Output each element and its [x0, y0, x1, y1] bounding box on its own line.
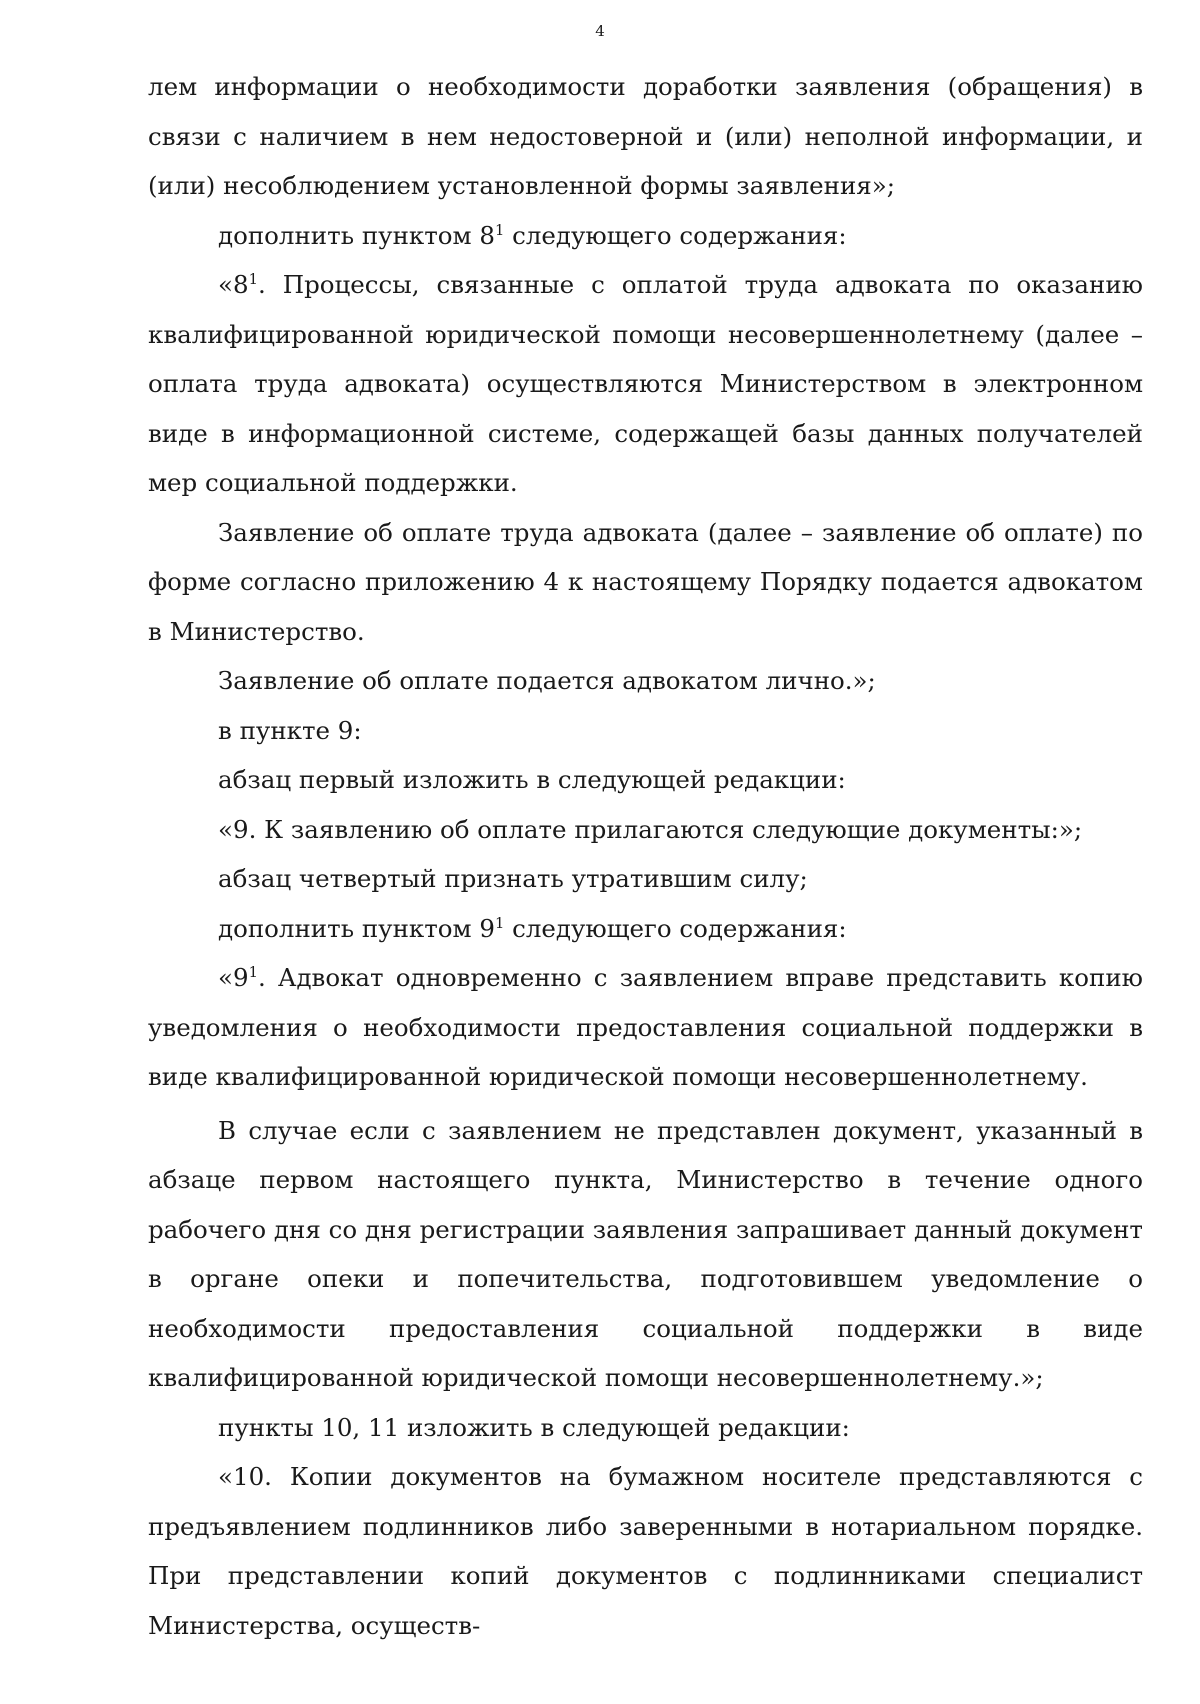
document-body [148, 62, 1143, 1650]
paragraph-continuation: лем информации о необходимости доработки заявления (обращения) в связи с наличием в нем недостоверной и (или) неполной информации, и (или) несоблюдением установленной формы заявления»; [148, 72, 1143, 200]
paragraph-items-10-11: пункты 10, 11 изложить в следующей редакции: [218, 1412, 850, 1442]
paragraph-add-item-8-1: дополнить пунктом $8^1$ следующего содержания: [218, 220, 847, 250]
paragraph-item-9-text: «9. К заявлению об оплате прилагаются следующие документы:»; [218, 814, 1083, 844]
paragraph-item-8-1-text: «$8^1$. Процессы, связанные с оплатой труда адвоката по оказанию квалифицированной юридической помощи несовершеннолетнему (далее – оплата труда адвоката) осуществляются Министерством в электронном виде в информационной системе, содержащей базы данных получателей мер социальной поддержки. [148, 270, 1143, 497]
paragraph-first-abzac: абзац первый изложить в следующей редакции: [218, 765, 846, 794]
page-number: 4 [595, 22, 605, 40]
paragraph-document-not-submitted: В случае если с заявлением не представлен документ, указанный в абзаце первом настоящего пункта, Министерство в течение одного рабочего дня со дня регистрации заявления запрашивает данный документ в органе опеки и попечительства, подготовившем уведомление о необходимости предоставления социальной поддержки в виде квалифицированной юридической помощи несовершеннолетнему.»; [148, 1115, 1143, 1392]
paragraph-item-10-text: «10. Копии документов на бумажном носителе представляются с предъявлением подлинников либо заверенными в нотариальном порядке. При представлении копий документов с подлинниками специалист Министерства, осуществ- [148, 1462, 1143, 1640]
paragraph-payment-application: Заявление об оплате труда адвоката (далее – заявление об оплате) по форме согласно приложению 4 к настоящему Порядку подается адвокатом в Министерство. [148, 517, 1143, 646]
paragraph-fourth-abzac: абзац четвертый признать утратившим силу; [218, 864, 808, 893]
paragraph-submitted-personally: Заявление об оплате подается адвокатом лично.»; [218, 666, 876, 695]
paragraph-add-item-9-1: дополнить пунктом $9^1$ следующего содержания: [218, 913, 847, 943]
paragraph-item-9-1-text: «$9^1$. Адвокат одновременно с заявлением вправе представить копию уведомления о необходимости предоставления социальной поддержки в виде квалифицированной юридической помощи несовершеннолетнему. [148, 963, 1143, 1091]
paragraph-in-item-9: в пункте 9: [218, 715, 362, 745]
